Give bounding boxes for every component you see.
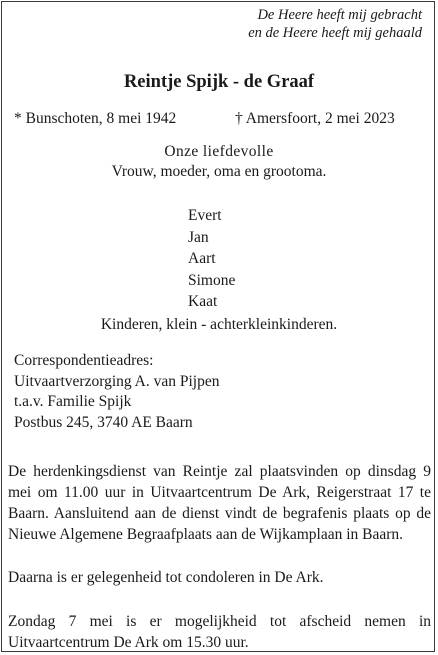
intro-line-2: Vrouw, moeder, oma en grootoma. xyxy=(111,163,327,180)
condolence-paragraph: Daarna is er gelegenheid tot condoleren in De Ark. xyxy=(8,569,324,586)
intro-line-1: Onze liefdevolle xyxy=(164,143,274,160)
children-list xyxy=(188,205,235,313)
child-name: Evert xyxy=(188,207,222,224)
child-name: Aart xyxy=(188,250,216,267)
death-info: † Amersfoort, 2 mei 2023 xyxy=(235,110,395,127)
motto-line-1: De Heere heeft mij gebracht xyxy=(257,7,422,23)
motto xyxy=(248,6,422,42)
correspondence-line-2: t.a.v. Familie Spijk xyxy=(14,393,132,410)
death-notice xyxy=(1,1,435,652)
descendants-line: Kinderen, klein - achterkleinkinderen. xyxy=(100,316,338,333)
correspondence-line-1: Uitvaartverzorging A. van Pijpen xyxy=(14,372,220,390)
deceased-name: Reintje Spijk - de Graaf xyxy=(123,72,315,92)
child-name: Simone xyxy=(188,271,236,289)
birth-info: * Bunschoten, 8 mei 1942 xyxy=(14,110,177,127)
child-name: Kaat xyxy=(188,293,218,310)
correspondence-heading: Correspondentieadres: xyxy=(14,352,154,369)
service-paragraph: De herdenkingsdienst van Reintje zal plaatsvinden op dinsdag 9 mei om 11.00 uur in Uitvaartcentrum De Ark, Reigerstraat 17 te Baarn. Aansluitend aan de dienst vindt de begrafenis plaats op de Nieuwe Algemene Begraafplaats aan de Wijkamplaan in Baarn. xyxy=(8,463,431,543)
correspondence-address xyxy=(14,351,219,433)
motto-line-2: en de Heere heeft mij gehaald xyxy=(248,25,422,41)
intro-text xyxy=(2,142,436,182)
child-name: Jan xyxy=(188,228,209,246)
farewell-paragraph: Zondag 7 mei is er mogelijkheid tot afscheid nemen in Uitvaartcentrum De Ark om 15.30 uur. xyxy=(8,613,431,651)
correspondence-line-3: Postbus 245, 3740 AE Baarn xyxy=(14,413,193,431)
